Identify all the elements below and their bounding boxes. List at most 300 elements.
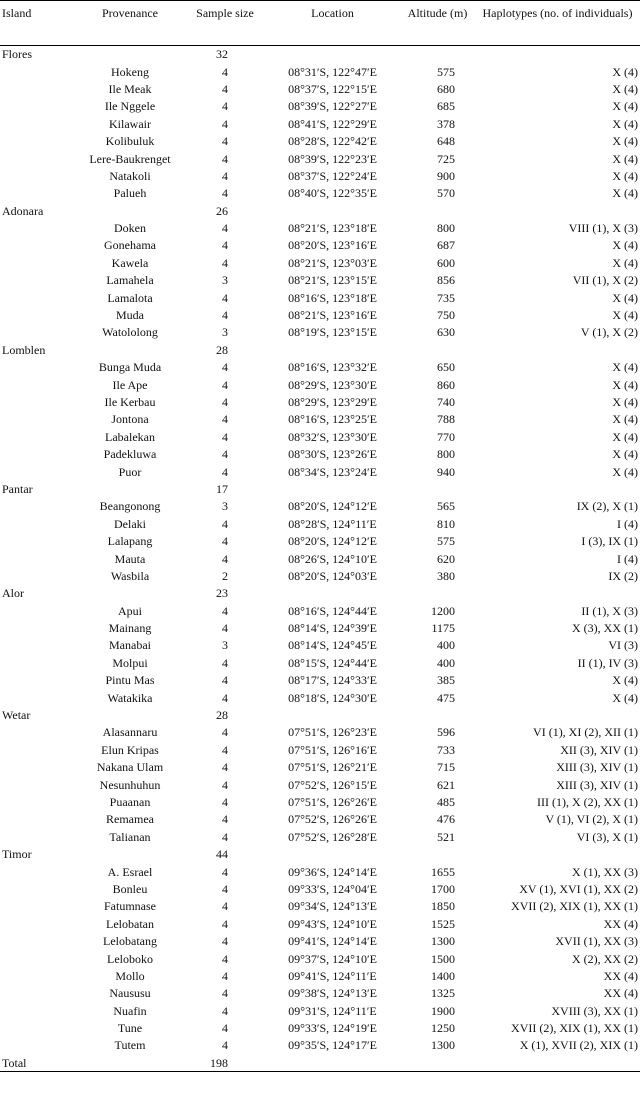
provenance-cell: Mainang	[108, 621, 152, 636]
header-provenance: Provenance	[75, 1, 185, 46]
haplotypes-cell: XX (4)	[603, 968, 638, 983]
location-cell: 08°30′S, 123°26′E	[288, 447, 377, 462]
haplotypes-cell: X (4)	[612, 81, 638, 96]
haplotypes-cell: I (4)	[617, 516, 638, 531]
empty-cell	[400, 480, 475, 497]
provenance-cell: Gonehama	[104, 238, 156, 253]
empty-cell	[0, 463, 75, 480]
haplotypes-cell: X (4)	[612, 395, 638, 409]
altitude-cell: 940	[437, 464, 455, 479]
provenance-cell: Kawela	[111, 255, 149, 270]
sample-size-cell: 4	[222, 360, 228, 375]
sample-size-cell: 4	[222, 1021, 228, 1036]
altitude-cell: 385	[437, 673, 455, 688]
provenance-cell: Mauta	[114, 551, 146, 566]
location-cell: 07°52′S, 126°15′E	[288, 777, 377, 792]
provenance-cell: Nuafin	[113, 1003, 147, 1018]
location-cell: 08°21′S, 123°03′E	[288, 255, 377, 270]
sample-size-cell: 4	[222, 986, 228, 1001]
location-cell: 08°21′S, 123°15′E	[288, 273, 377, 288]
sample-size-cell: 4	[222, 1038, 228, 1053]
island-sample-size: 23	[216, 586, 228, 601]
empty-cell	[0, 932, 75, 949]
table-row	[0, 654, 640, 671]
table-row	[0, 637, 640, 654]
empty-cell	[265, 1054, 400, 1071]
empty-cell	[265, 845, 400, 862]
haplotypes-cell: X (1), XVII (2), XIX (1)	[519, 1038, 638, 1053]
sample-size-cell: 4	[222, 238, 228, 253]
location-cell: 09°34′S, 124°13′E	[288, 899, 377, 914]
provenance-cell: Alasannaru	[102, 725, 158, 740]
provenance-cell: Beangonong	[99, 499, 161, 514]
haplotypes-cell: X (4)	[612, 168, 638, 183]
sample-size-cell: 4	[222, 308, 228, 323]
location-cell: 08°20′S, 124°03′E	[288, 568, 377, 583]
altitude-cell: 1175	[431, 621, 455, 636]
empty-cell	[400, 706, 475, 723]
table-row	[0, 1002, 640, 1019]
island-sample-size: 28	[216, 342, 228, 357]
provenance-cell: Lelobatang	[103, 934, 157, 949]
island-name: Lomblen	[2, 342, 46, 357]
provenance-cell: Naususu	[109, 986, 151, 1001]
sample-size-cell: 4	[222, 881, 228, 896]
empty-cell	[265, 585, 400, 602]
empty-cell	[0, 306, 75, 323]
provenance-cell: Nesunhuhun	[99, 777, 161, 792]
table-row	[0, 985, 640, 1002]
haplotypes-cell: X (4)	[612, 64, 638, 79]
haplotypes-cell: X (4)	[612, 238, 638, 253]
header-location: Location	[265, 1, 400, 46]
table-row	[0, 619, 640, 636]
empty-cell	[0, 254, 75, 271]
table-row	[0, 185, 640, 202]
island-name: Adonara	[2, 203, 44, 218]
empty-cell	[0, 672, 75, 689]
table-row	[0, 672, 640, 689]
empty-cell	[0, 689, 75, 706]
sample-size-cell: 4	[222, 168, 228, 183]
provenance-cell: Delaki	[114, 516, 146, 531]
location-cell: 08°15′S, 124°44′E	[288, 655, 377, 670]
table-row	[0, 950, 640, 967]
empty-cell	[0, 150, 75, 167]
haplotypes-cell: XII (3), XIV (1)	[560, 742, 638, 757]
haplotypes-cell: X (4)	[612, 673, 638, 688]
altitude-cell: 476	[437, 812, 455, 827]
table-row	[0, 498, 640, 515]
haplotypes-cell: VII (1), X (2)	[572, 273, 638, 288]
provenance-cell: Lelobatan	[106, 916, 154, 931]
empty-cell	[0, 811, 75, 828]
haplotypes-cell: X (1), XX (3)	[572, 864, 638, 879]
haplotypes-cell: III (1), X (2), XX (1)	[537, 794, 638, 809]
altitude-cell: 1525	[431, 916, 455, 931]
table-row	[0, 63, 640, 80]
table-row	[0, 254, 640, 271]
provenance-cell: Bunga Muda	[98, 360, 162, 375]
empty-cell	[0, 1037, 75, 1054]
haplotypes-cell: X (4)	[612, 186, 638, 201]
island-sample-size: 26	[216, 203, 228, 218]
sample-size-cell: 4	[222, 760, 228, 775]
altitude-cell: 400	[437, 638, 455, 653]
empty-cell	[0, 567, 75, 584]
empty-cell	[0, 167, 75, 184]
table-row	[0, 463, 640, 480]
provenance-cell: Ile Ape	[112, 377, 148, 392]
empty-cell	[400, 341, 475, 358]
haplotypes-cell: XVII (1), XX (3)	[555, 934, 638, 949]
island-row	[0, 202, 640, 219]
altitude-cell: 860	[437, 377, 455, 392]
total-label: Total	[0, 1054, 75, 1071]
location-cell: 08°16′S, 123°18′E	[288, 290, 377, 305]
empty-cell	[75, 202, 185, 219]
haplotypes-cell: X (4)	[612, 99, 638, 114]
table-row	[0, 376, 640, 393]
header-row	[0, 1, 640, 46]
sample-size-cell: 4	[222, 516, 228, 531]
provenance-cell: Lalapang	[107, 534, 153, 549]
haplotypes-cell: I (4)	[617, 551, 638, 566]
haplotypes-cell: XVIII (3), XX (1)	[551, 1003, 638, 1018]
header-haplotypes: Haplotypes (no. of individuals)	[475, 1, 640, 46]
empty-cell	[0, 393, 75, 410]
provenance-cell: Puaanan	[109, 794, 151, 809]
haplotypes-cell: IX (2), X (1)	[576, 499, 638, 514]
haplotypes-cell: X (4)	[612, 447, 638, 462]
sample-size-cell: 4	[222, 99, 228, 114]
sample-size-cell: 4	[222, 551, 228, 566]
island-name: Wetar	[2, 708, 31, 723]
altitude-cell: 378	[437, 116, 455, 131]
haplotypes-cell: II (1), IV (3)	[577, 655, 638, 670]
sample-size-cell: 4	[222, 603, 228, 618]
table-row	[0, 776, 640, 793]
empty-cell	[0, 637, 75, 654]
location-cell: 08°31′S, 122°47′E	[288, 64, 377, 79]
empty-cell	[0, 359, 75, 376]
empty-cell	[400, 202, 475, 219]
altitude-cell: 687	[437, 238, 455, 253]
sample-size-cell: 4	[222, 116, 228, 131]
empty-cell	[475, 202, 640, 219]
island-row	[0, 480, 640, 497]
empty-cell	[400, 585, 475, 602]
location-cell: 08°41′S, 122°29′E	[288, 116, 377, 131]
altitude-cell: 380	[437, 568, 455, 583]
table-row	[0, 115, 640, 132]
provenance-cell: Mollo	[115, 968, 145, 983]
table-row	[0, 532, 640, 549]
table-row	[0, 793, 640, 810]
altitude-cell: 788	[437, 412, 455, 427]
provenance-cell: Nakana Ulam	[96, 760, 164, 775]
altitude-cell: 735	[437, 290, 455, 305]
haplotypes-cell: VI (3)	[608, 638, 638, 653]
total-sample-size: 198	[185, 1054, 265, 1071]
altitude-cell: 750	[437, 308, 455, 323]
sample-size-cell: 3	[222, 273, 228, 288]
haplotypes-cell: X (2), XX (2)	[572, 951, 638, 966]
table-row	[0, 898, 640, 915]
empty-cell	[0, 376, 75, 393]
island-name: Timor	[2, 847, 32, 862]
altitude-cell: 570	[437, 186, 455, 201]
provenance-cell: Lamalota	[107, 290, 153, 305]
table-row	[0, 411, 640, 428]
sample-size-cell: 4	[222, 655, 228, 670]
table-row	[0, 445, 640, 462]
sample-size-cell: 4	[222, 968, 228, 983]
altitude-cell: 733	[437, 742, 455, 757]
provenance-cell: Remamea	[106, 812, 154, 827]
empty-cell	[475, 480, 640, 497]
table-row	[0, 880, 640, 897]
haplotypes-cell: IX (2)	[608, 568, 638, 583]
empty-cell	[0, 828, 75, 845]
empty-cell	[265, 341, 400, 358]
location-cell: 09°41′S, 124°14′E	[288, 934, 377, 949]
empty-cell	[475, 845, 640, 862]
table-row	[0, 393, 640, 410]
empty-cell	[400, 845, 475, 862]
provenance-cell: Doken	[114, 221, 146, 236]
empty-cell	[0, 289, 75, 306]
island-name: Pantar	[2, 481, 33, 496]
island-row	[0, 585, 640, 602]
haplotypes-cell: V (1), X (2)	[580, 325, 638, 340]
location-cell: 08°14′S, 124°39′E	[288, 621, 377, 636]
haplotypes-cell: X (4)	[612, 290, 638, 305]
altitude-cell: 1200	[431, 603, 455, 618]
provenance-cell: Jontona	[111, 412, 149, 427]
provenance-cell: Puor	[118, 464, 142, 479]
table-row	[0, 219, 640, 236]
location-cell: 08°19′S, 123°15′E	[288, 325, 377, 340]
table-row	[0, 237, 640, 254]
empty-cell	[400, 46, 475, 63]
location-cell: 08°39′S, 122°23′E	[288, 151, 377, 166]
island-row	[0, 46, 640, 63]
sample-size-cell: 4	[222, 951, 228, 966]
altitude-cell: 621	[437, 777, 455, 792]
location-cell: 09°37′S, 124°10′E	[288, 951, 377, 966]
header-altitude: Altitude (m)	[400, 1, 475, 46]
empty-cell	[0, 550, 75, 567]
altitude-cell: 1400	[431, 968, 455, 983]
altitude-cell: 800	[437, 447, 455, 462]
table-row	[0, 80, 640, 97]
location-cell: 08°39′S, 122°27′E	[288, 99, 377, 114]
table-row	[0, 863, 640, 880]
altitude-cell: 856	[437, 273, 455, 288]
altitude-cell: 575	[437, 64, 455, 79]
location-cell: 08°20′S, 124°12′E	[288, 534, 377, 549]
empty-cell	[0, 793, 75, 810]
sample-size-cell: 4	[222, 934, 228, 949]
island-sample-size: 32	[216, 47, 228, 62]
table-row	[0, 550, 640, 567]
provenance-cell: Pintu Mas	[105, 673, 155, 688]
location-cell: 08°40′S, 122°35′E	[288, 186, 377, 201]
haplotypes-cell: VI (1), XI (2), XII (1)	[533, 725, 638, 740]
sample-size-cell: 4	[222, 794, 228, 809]
sample-size-cell: 4	[222, 1003, 228, 1018]
altitude-cell: 1300	[431, 1038, 455, 1053]
table-row	[0, 359, 640, 376]
provenance-cell: Ile Kerbau	[104, 395, 156, 409]
location-cell: 08°14′S, 124°45′E	[288, 638, 377, 653]
sample-size-cell: 4	[222, 151, 228, 166]
sample-size-cell: 4	[222, 255, 228, 270]
haplotypes-cell: X (3), XX (1)	[572, 621, 638, 636]
location-cell: 08°16′S, 124°44′E	[288, 603, 377, 618]
altitude-cell: 900	[437, 168, 455, 183]
sample-size-cell: 4	[222, 447, 228, 462]
table-row	[0, 811, 640, 828]
provenance-cell: Padekluwa	[103, 447, 157, 462]
sample-size-cell: 4	[222, 464, 228, 479]
provenance-cell: Labalekan	[105, 429, 155, 444]
empty-cell	[0, 724, 75, 741]
empty-cell	[265, 706, 400, 723]
location-cell: 08°16′S, 123°32′E	[288, 360, 377, 375]
haplotypes-cell: VI (3), X (1)	[576, 829, 638, 844]
empty-cell	[475, 585, 640, 602]
table-row	[0, 428, 640, 445]
table-row	[0, 567, 640, 584]
haplotypes-cell: XIII (3), XIV (1)	[556, 777, 638, 792]
haplotypes-cell: X (4)	[612, 690, 638, 705]
sample-size-cell: 4	[222, 429, 228, 444]
sample-size-cell: 4	[222, 81, 228, 96]
provenance-cell: A. Esrael	[107, 864, 153, 879]
provenance-cell: Ile Nggele	[104, 99, 156, 114]
haplotypes-cell: X (4)	[612, 412, 638, 427]
location-cell: 08°20′S, 123°16′E	[288, 238, 377, 253]
provenance-cell: Leloboko	[107, 951, 153, 966]
haplotypes-cell: XVII (2), XIX (1), XX (1)	[511, 1021, 638, 1036]
altitude-cell: 1850	[431, 899, 455, 914]
altitude-cell: 600	[437, 255, 455, 270]
empty-cell	[0, 63, 75, 80]
sample-size-cell: 4	[222, 186, 228, 201]
table-row	[0, 167, 640, 184]
altitude-cell: 1325	[431, 986, 455, 1001]
haplotypes-cell: XIII (3), XIV (1)	[556, 760, 638, 775]
location-cell: 07°51′S, 126°21′E	[288, 760, 377, 775]
sample-size-cell: 4	[222, 621, 228, 636]
empty-cell	[0, 602, 75, 619]
haplotypes-cell: X (4)	[612, 308, 638, 323]
location-cell: 08°21′S, 123°18′E	[288, 221, 377, 236]
empty-cell	[400, 1054, 475, 1071]
altitude-cell: 620	[437, 551, 455, 566]
provenance-cell: Fatumnase	[104, 899, 156, 914]
sample-size-cell: 4	[222, 864, 228, 879]
altitude-cell: 740	[437, 395, 455, 409]
altitude-cell: 475	[437, 690, 455, 705]
haplotypes-cell: XX (4)	[603, 916, 638, 931]
location-cell: 08°21′S, 123°16′E	[288, 308, 377, 323]
haplotypes-cell: II (1), X (3)	[581, 603, 638, 618]
empty-cell	[0, 915, 75, 932]
location-cell: 08°32′S, 123°30′E	[288, 429, 377, 444]
provenance-cell: Molpui	[112, 655, 148, 670]
altitude-cell: 680	[437, 81, 455, 96]
empty-cell	[0, 237, 75, 254]
altitude-cell: 1700	[431, 881, 455, 896]
empty-cell	[265, 480, 400, 497]
empty-cell	[0, 219, 75, 236]
location-cell: 08°17′S, 124°33′E	[288, 673, 377, 688]
table-row	[0, 150, 640, 167]
altitude-cell: 715	[437, 760, 455, 775]
haplotypes-cell: X (4)	[612, 134, 638, 149]
altitude-cell: 1250	[431, 1021, 455, 1036]
empty-cell	[0, 898, 75, 915]
empty-cell	[0, 445, 75, 462]
location-cell: 09°35′S, 124°17′E	[288, 1038, 377, 1053]
empty-cell	[0, 115, 75, 132]
altitude-cell: 565	[437, 499, 455, 514]
sample-size-cell: 4	[222, 725, 228, 740]
island-name: Flores	[2, 47, 32, 62]
haplotypes-cell: XV (1), XVI (1), XX (2)	[519, 881, 638, 896]
location-cell: 08°34′S, 123°24′E	[288, 464, 377, 479]
provenance-cell: Bonleu	[112, 881, 148, 896]
altitude-cell: 770	[437, 429, 455, 444]
empty-cell	[75, 46, 185, 63]
empty-cell	[0, 619, 75, 636]
island-row	[0, 706, 640, 723]
table-row	[0, 515, 640, 532]
altitude-cell: 800	[437, 221, 455, 236]
empty-cell	[0, 515, 75, 532]
haplotypes-cell: X (4)	[612, 429, 638, 444]
sample-size-cell: 3	[222, 325, 228, 340]
empty-cell	[0, 863, 75, 880]
table-row	[0, 741, 640, 758]
location-cell: 07°52′S, 126°26′E	[288, 812, 377, 827]
table-row	[0, 724, 640, 741]
empty-cell	[0, 80, 75, 97]
location-cell: 07°51′S, 126°26′E	[288, 794, 377, 809]
provenance-cell: Watololong	[102, 325, 158, 340]
sample-size-cell: 4	[222, 134, 228, 149]
empty-cell	[475, 341, 640, 358]
empty-cell	[75, 585, 185, 602]
location-cell: 08°37′S, 122°15′E	[288, 81, 377, 96]
empty-cell	[0, 1002, 75, 1019]
table-body	[0, 46, 640, 1072]
empty-cell	[0, 532, 75, 549]
table-row	[0, 98, 640, 115]
provenance-cell: Apui	[118, 603, 142, 618]
table-row	[0, 306, 640, 323]
table-row	[0, 967, 640, 984]
table-row	[0, 324, 640, 341]
empty-cell	[0, 880, 75, 897]
table-row	[0, 932, 640, 949]
sample-size-cell: 4	[222, 221, 228, 236]
location-cell: 09°33′S, 124°04′E	[288, 881, 377, 896]
location-cell: 07°51′S, 126°16′E	[288, 742, 377, 757]
